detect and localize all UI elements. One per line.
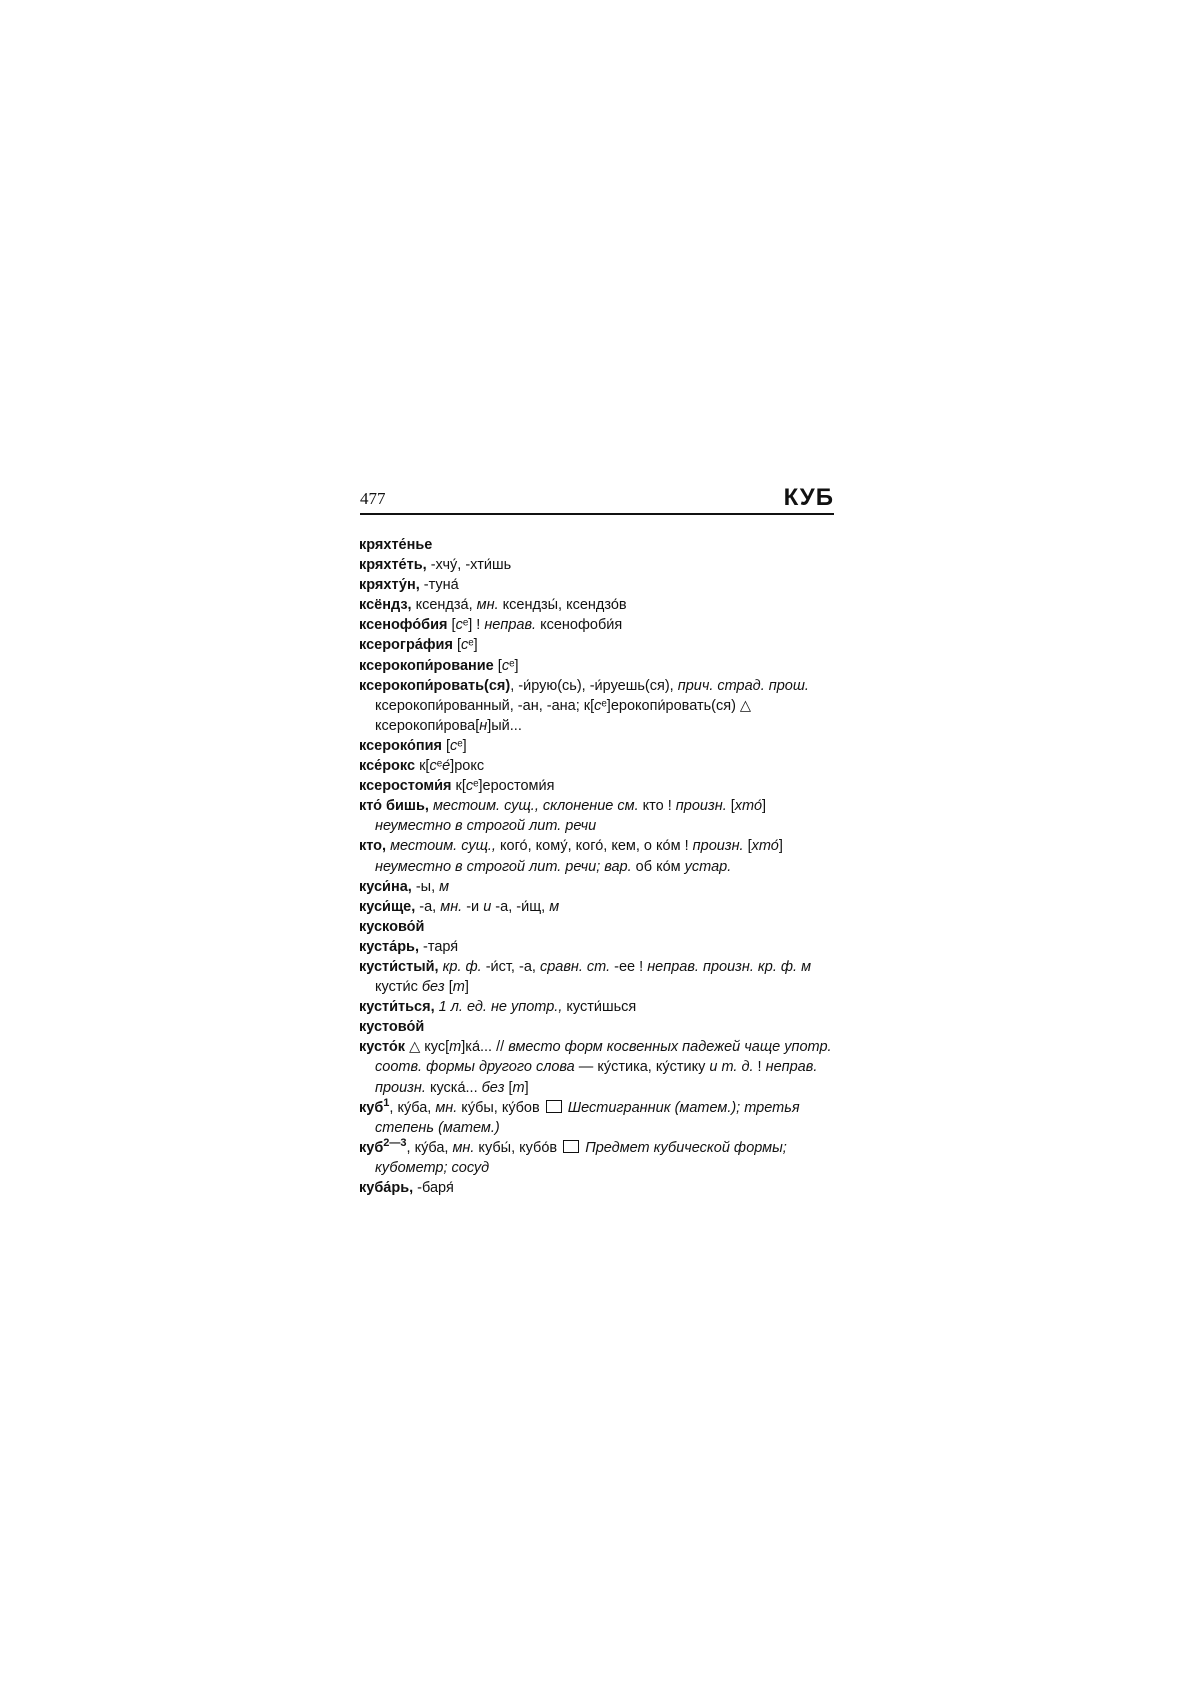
dictionary-entry xyxy=(359,897,839,917)
running-head: КУБ xyxy=(783,484,834,511)
grammar-note: вместо форм косвенных падежей чаще употр. соотв. формы другого слова xyxy=(375,1039,832,1076)
grammar-note: местоим. сущ., склонение см. xyxy=(432,798,639,815)
dictionary-entry xyxy=(359,1098,839,1138)
definition-box-icon xyxy=(563,1140,579,1153)
entry-text: △ кус[ xyxy=(405,1039,450,1056)
grammar-note: устар. xyxy=(684,858,732,875)
entry-text: кого́, кому́, кого́, кем, о ко́м ! xyxy=(495,838,693,855)
grammar-note: т xyxy=(452,979,465,996)
headword: кусково́й xyxy=(359,918,425,935)
entry-text: -хчу́, -хти́шь xyxy=(426,557,512,574)
entry-text: ]ка́... // xyxy=(461,1039,509,1056)
grammar-note: 1 л. ед. не употр., xyxy=(438,999,563,1016)
grammar-note: мн. xyxy=(476,597,499,614)
entry-text: ксендзы́, ксендзо́в xyxy=(498,597,627,614)
entry-text: — ку́стика, ку́стику xyxy=(574,1059,710,1076)
headword: ксеростоми́я xyxy=(359,778,452,795)
entry-text: ] xyxy=(778,838,783,855)
entry-text: [ xyxy=(441,737,451,754)
entry-text: [ xyxy=(726,798,735,815)
entry-text: , ку́ба, xyxy=(389,1099,436,1116)
grammar-note: е́ xyxy=(442,758,451,775)
entry-text: ! xyxy=(753,1059,766,1076)
entry-text: ᵉ] xyxy=(457,737,467,754)
headword: кряхте́нье xyxy=(359,537,433,553)
grammar-note: н xyxy=(479,717,488,734)
entry-text: ᵉ] xyxy=(468,637,478,654)
grammar-note: и xyxy=(483,898,492,915)
grammar-note: хто́ xyxy=(751,838,779,855)
page-number: 477 xyxy=(360,489,386,508)
headword: ксёндз, xyxy=(359,597,412,614)
headword: кто́ бишь, xyxy=(359,798,429,815)
dictionary-entry xyxy=(359,836,839,876)
grammar-note: без xyxy=(421,979,445,996)
dictionary-entry xyxy=(359,676,839,736)
headword: куба́рь, xyxy=(359,1180,414,1196)
grammar-note: т xyxy=(449,1039,462,1056)
grammar-note: неправ. xyxy=(484,617,537,634)
headword: кусти́ться, xyxy=(359,999,435,1016)
header-rule xyxy=(360,513,834,515)
entry-text: -а, -и́щ, xyxy=(491,898,550,915)
dictionary-entries xyxy=(359,535,839,1198)
entry-text: , -и́рую(сь), -и́руешь(ся), xyxy=(510,677,678,694)
entry-text: ᵉ] ! xyxy=(462,617,485,634)
grammar-note: Предмет кубической формы; кубометр; сосуд xyxy=(375,1139,787,1176)
grammar-note: неправ. произн. кр. ф. м xyxy=(647,958,812,975)
entry-text: -а, xyxy=(415,898,441,915)
grammar-note: местоим. сущ., xyxy=(390,838,496,855)
grammar-note: с xyxy=(461,637,469,654)
entry-text: -и xyxy=(462,898,484,915)
headword: ксерокопи́ровать(ся) xyxy=(359,677,511,694)
headword: куси́ще, xyxy=(359,898,416,915)
entry-text: ᵉ]ерокопи́ровать(ся) △ ксерокопи́рова[ xyxy=(375,697,752,734)
dictionary-entry xyxy=(359,796,839,836)
grammar-note: прич. страд. прош. xyxy=(677,677,809,694)
grammar-note: с xyxy=(594,697,602,714)
homonym-index: 2—3 xyxy=(383,1136,407,1149)
dictionary-entry xyxy=(359,535,839,555)
dictionary-entry xyxy=(359,1178,839,1198)
entry-text: к[ xyxy=(415,758,430,775)
dictionary-entry xyxy=(359,1037,839,1097)
dictionary-entry xyxy=(359,877,839,897)
entry-text: кто ! xyxy=(638,798,676,815)
headword: кусто́к xyxy=(359,1039,406,1056)
entry-text: [ xyxy=(743,838,752,855)
dictionary-entry xyxy=(359,635,839,655)
entry-text: [ xyxy=(504,1079,513,1096)
grammar-note: т xyxy=(512,1079,525,1096)
page-header xyxy=(360,479,834,515)
grammar-note: с xyxy=(450,737,458,754)
headword: кусти́стый, xyxy=(359,958,439,975)
headword: кряхте́ть, xyxy=(359,557,427,574)
entry-text: -и́ст, -а, xyxy=(481,958,540,975)
entry-text: -баря́ xyxy=(413,1180,454,1196)
entry-text: -ее ! xyxy=(610,958,648,975)
entry-text: ] xyxy=(524,1079,529,1096)
headword: ксе́рокс xyxy=(359,758,416,775)
headword: кряхту́н, xyxy=(359,577,420,594)
entry-text: -ы, xyxy=(411,878,440,895)
entry-text: ку́бы, ку́бов xyxy=(457,1099,544,1116)
headword: кто, xyxy=(359,838,387,855)
entry-text: -туна́ xyxy=(419,577,459,594)
grammar-note: произн. xyxy=(692,838,744,855)
dictionary-entry xyxy=(359,575,839,595)
entry-text: куска́... xyxy=(425,1079,482,1096)
entry-text: , ку́ба, xyxy=(406,1139,453,1156)
grammar-note: неправ. произн. xyxy=(375,1059,818,1096)
headword: куси́на, xyxy=(359,878,412,895)
entry-text: ]рокс xyxy=(450,758,485,775)
dictionary-entry xyxy=(359,1138,839,1178)
dictionary-entry xyxy=(359,1017,839,1037)
entry-text: об ко́м xyxy=(631,858,685,875)
headword: ксероко́пия xyxy=(359,737,442,754)
definition-box-icon xyxy=(546,1100,562,1113)
dictionary-entry xyxy=(359,615,839,635)
grammar-note: произн. xyxy=(675,798,727,815)
entry-text: ксерокопи́рованный, -ан, -ана; к[ xyxy=(375,697,595,714)
entry-text: -таря́ xyxy=(419,938,459,955)
grammar-note: мн. xyxy=(440,898,463,915)
entry-text: ксенофоби́я xyxy=(536,617,623,634)
entry-text: [ xyxy=(452,637,461,654)
entry-text: [ xyxy=(447,617,456,634)
entry-text: ᵉ xyxy=(436,758,443,775)
grammar-note: без xyxy=(481,1079,505,1096)
dictionary-entry xyxy=(359,595,839,615)
entry-text: ] xyxy=(762,798,767,815)
grammar-note: с xyxy=(429,758,437,775)
dictionary-entry xyxy=(359,937,839,957)
dictionary-entry xyxy=(359,756,839,776)
entry-text: [ xyxy=(493,657,502,674)
grammar-note: м xyxy=(439,878,450,895)
entry-text: кубы́, кубо́в xyxy=(474,1139,562,1156)
grammar-note: с xyxy=(455,617,463,634)
dictionary-entry xyxy=(359,917,839,937)
dictionary-entry xyxy=(359,957,839,997)
grammar-note: с xyxy=(501,657,510,674)
headword: ксерокопи́рование xyxy=(359,657,494,674)
headword: куб xyxy=(359,1099,384,1116)
grammar-note: Шестигранник (матем.); третья степень (матем.) xyxy=(375,1099,800,1136)
grammar-note: и т. д. xyxy=(709,1059,754,1076)
grammar-note: мн. xyxy=(435,1099,458,1116)
grammar-note: м xyxy=(549,898,560,915)
grammar-note: мн. xyxy=(452,1139,475,1156)
entry-text: ксендза́, xyxy=(411,597,477,614)
entry-text: кусти́с xyxy=(375,979,422,996)
grammar-note: сравн. ст. xyxy=(539,958,611,975)
grammar-note: кр. ф. xyxy=(442,958,482,975)
entry-text: ]ый... xyxy=(487,717,522,734)
entry-text: к[ xyxy=(451,778,466,795)
grammar-note: неуместно в строгой лит. речи; вар. xyxy=(375,858,632,875)
headword: ксерогра́фия xyxy=(359,637,453,654)
grammar-note: неуместно в строгой лит. речи xyxy=(375,818,597,835)
grammar-note: с xyxy=(465,778,474,795)
headword: куб xyxy=(359,1139,384,1156)
entry-text: кусти́шься xyxy=(562,999,637,1016)
entry-text: ] xyxy=(464,979,469,996)
dictionary-entry xyxy=(359,736,839,756)
entry-text: ᵉ]еростоми́я xyxy=(473,778,555,795)
headword: куста́рь, xyxy=(359,938,419,955)
headword: ксенофо́бия xyxy=(359,617,448,634)
entry-text: ᵉ] xyxy=(509,657,519,674)
dictionary-entry xyxy=(359,997,839,1017)
dictionary-entry xyxy=(359,555,839,575)
dictionary-entry xyxy=(359,656,839,676)
homonym-index: 1 xyxy=(383,1096,390,1109)
dictionary-entry xyxy=(359,776,839,796)
grammar-note: хто́ xyxy=(734,798,763,815)
headword: кустово́й xyxy=(359,1019,425,1036)
entry-text: [ xyxy=(444,979,453,996)
